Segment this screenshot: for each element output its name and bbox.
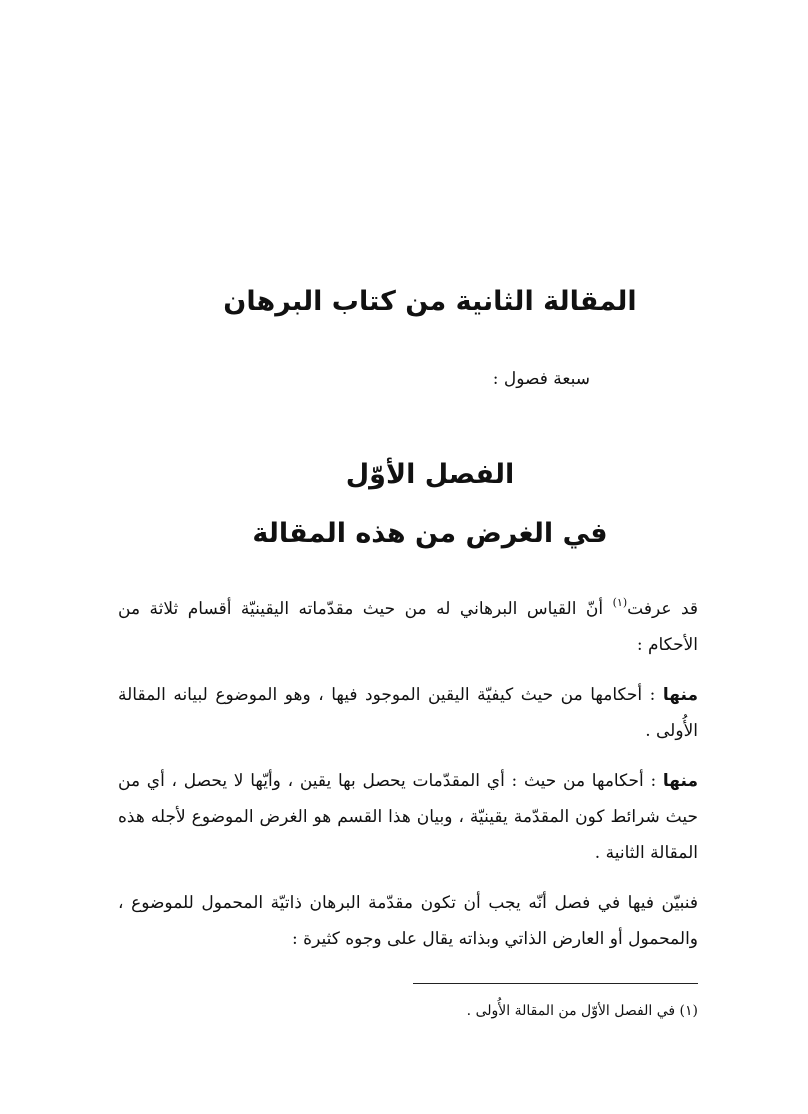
paragraph-1 xyxy=(118,585,698,663)
footnote-reference[interactable]: (١) xyxy=(612,596,628,609)
footnote-marker: (١) xyxy=(679,1003,698,1019)
body-text xyxy=(118,585,698,971)
paragraph-3-text: : أحكامها من حيث : أي المقدّمات يحصل بها يقين ، وأيّها لا يحصل ، أي من حيث شرائط كون المقدّمة يقينيّة ، وبيان هذا القسم هو الغرض الموضوع لأجله هذه المقالة الثانية . xyxy=(118,771,698,863)
paragraph-1-start: قد عرفت xyxy=(627,599,699,619)
paragraph-2 xyxy=(118,677,698,749)
footnote-text: في الفصل الأوّل من المقالة الأُولى . xyxy=(466,1003,676,1019)
paragraph-3-lead: منها xyxy=(662,771,698,791)
sections-count: سبعة فصول : xyxy=(492,369,590,389)
section-subheading: في الغرض من هذه المقالة xyxy=(252,518,608,549)
paragraph-1-rest: أنّ القياس البرهاني له من حيث مقدّماته اليقينيّة أقسام ثلاثة من الأحكام : xyxy=(118,599,698,655)
footnote xyxy=(467,1000,698,1022)
section-heading: الفصل الأوّل xyxy=(345,459,515,490)
paragraph-3 xyxy=(118,763,698,871)
paragraph-4-text: فنبيّن فيها في فصل أنّه يجب أن تكون مقدّمة البرهان ذاتيّة المحمول للموضوع ، والمحمول أو العارض الذاتي وبذاته يقال على وجوه كثيرة : xyxy=(118,893,698,949)
chapter-title: المقالة الثانية من كتاب البرهان xyxy=(223,286,637,317)
paragraph-2-lead: منها xyxy=(662,685,698,705)
paragraph-4 xyxy=(118,885,698,957)
paragraph-2-text: : أحكامها من حيث كيفيّة اليقين الموجود فيها ، وهو الموضوع لبيانه المقالة الأُولى . xyxy=(118,685,698,741)
footnote-divider xyxy=(413,983,698,984)
